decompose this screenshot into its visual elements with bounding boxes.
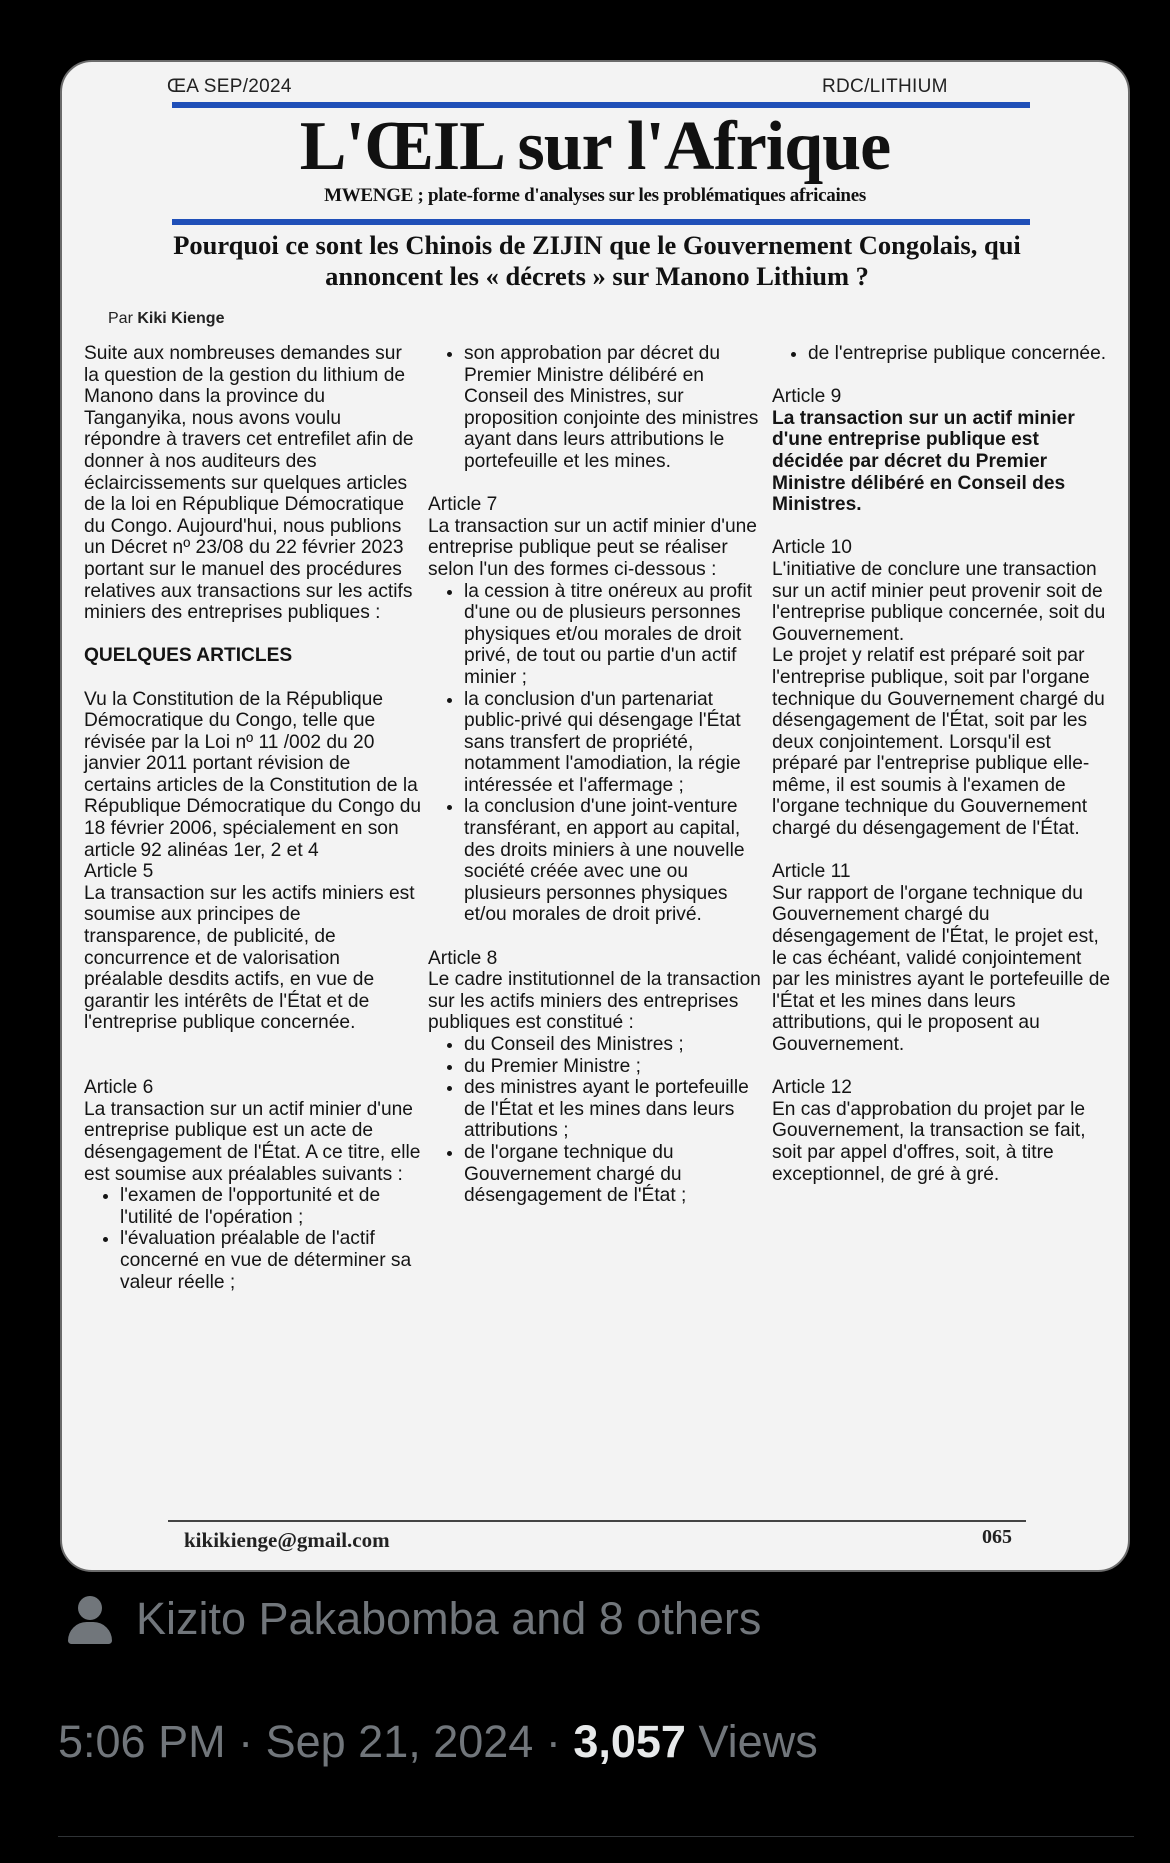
article-5-title: Article 5 (84, 861, 154, 883)
article-9-title: Article 9 (772, 386, 842, 408)
article-11-title: Article 11 (772, 861, 851, 883)
article-7-title: Article 7 (428, 494, 498, 516)
article-10-text-1: L'initiative de conclure une transaction sur un actif minier peut provenir soit de l'entreprise publique concernée, soit du Gouvernement. (772, 558, 1106, 645)
section-heading: QUELQUES ARTICLES (84, 645, 293, 667)
column-3 (772, 343, 1114, 1185)
list-item: • son approbation par décret du Premier Ministre délibéré en Conseil des Ministres, sur proposition conjointe des ministres ayant dans leurs attributions le portefeuille et les mines. (464, 343, 764, 473)
list-item: • des ministres ayant le portefeuille de l'État et les mines dans leurs attributions ; (464, 1077, 764, 1142)
person-icon (66, 1594, 114, 1644)
tweet-meta (58, 1716, 818, 1768)
liked-by-text[interactable]: Kizito Pakabomba and 8 others (136, 1593, 762, 1644)
list-item: • du Premier Ministre ; (464, 1056, 764, 1078)
meta-separator: · (533, 1716, 574, 1767)
article-6-title: Article 6 (84, 1077, 154, 1099)
list-item: • l'examen de l'opportunité et de l'utilité de l'opération ; (120, 1185, 422, 1228)
article-9-text: La transaction sur un actif minier d'une entreprise publique est décidée par décret du Premier Ministre délibéré en Conseil des Ministres. (772, 407, 1075, 516)
views-count[interactable]: 3,057 (573, 1716, 686, 1767)
column-2 (428, 343, 764, 1207)
meta-separator: · (225, 1716, 266, 1767)
article-10-text-2: Le projet y relatif est préparé soit par l'entreprise publique, soit par l'organe technique du Gouvernement chargé du désengagement de l'État, soit par les deux conjointement. Lorsqu'il est préparé par l'entreprise publique elle-même, il est soumis à l'examen de l'organe technique du Gouvernement chargé du désengagement de l'État. (772, 645, 1105, 840)
list-item: • la cession à titre onéreux au profit d'une ou de plusieurs personnes physiques et/ou morales de droit privé, de tout ou partie d'un actif minier ; (464, 581, 764, 689)
article-6-text: La transaction sur un actif minier d'une entreprise publique est un acte de désengagement de l'État. A ce titre, elle est soumise aux préalables suivants : (84, 1098, 421, 1185)
headline (92, 230, 1102, 292)
article-12-text: En cas d'approbation du projet par le Gouvernement, la transaction se fait, soit par appel d'offres, soit, à titre exceptionnel, de gré à gré. (772, 1098, 1086, 1185)
list-item: • l'évaluation préalable de l'actif concerné en vue de déterminer sa valeur réelle ; (120, 1228, 422, 1293)
list-item: • la conclusion d'un partenariat public-privé qui désengage l'État sans transfert de propriété, notamment l'amodiation, la régie intéressée et l'affermage ; (464, 689, 764, 797)
headline-line-1: Pourquoi ce sont les Chinois de ZIJIN que le Gouvernement Congolais, qui (173, 230, 1021, 260)
list-item: • du Conseil des Ministres ; (464, 1034, 764, 1056)
footer-rule (168, 1520, 1026, 1522)
divider (58, 1836, 1134, 1837)
page-number: 065 (982, 1526, 1012, 1548)
byline (108, 310, 224, 328)
article-11-text: Sur rapport de l'organe technique du Gouvernement chargé du désengagement de l'État, le projet est, le cas échéant, validé conjointement par les ministres ayant le portefeuille de l'État et les mines dans leurs attributions, qui le proposent au Gouvernement. (772, 882, 1111, 1055)
tweet-date[interactable]: Sep 21, 2024 (265, 1716, 534, 1767)
intro-paragraph: Suite aux nombreuses demandes sur la question de la gestion du lithium de Manono dans la province du Tanganyika, nous avons voulu répondre à travers cet entrefilet afin de donner à nos auditeurs des éclaircissements sur quelques articles de la loi en République Démocratique du Congo. Aujourd'hui, nous publions un Décret nº 23/08 du 22 février 2023 portant sur le manuel des procédures relatives aux transactions sur les actifs miniers des entreprises publiques : (84, 343, 414, 624)
article-10-title: Article 10 (772, 537, 852, 559)
list-item: • de l'organe technique du Gouvernement chargé du désengagement de l'État ; (464, 1142, 764, 1207)
issue-label: ŒA SEP/2024 (167, 76, 292, 97)
article-8-title: Article 8 (428, 947, 498, 969)
tagline: MWENGE ; plate-forme d'analyses sur les problématiques africaines (324, 185, 866, 206)
list-item: • la conclusion d'une joint-venture transférant, en apport au capital, des droits miniers à une nouvelle société créée avec une ou plusieurs personnes physiques et/ou morales de droit privé. (464, 796, 764, 926)
views-label: Views (685, 1716, 818, 1767)
masthead: L'ŒIL sur l'Afrique (299, 108, 891, 185)
tweet-time[interactable]: 5:06 PM (58, 1716, 226, 1767)
header-rule-bottom (172, 219, 1030, 225)
column-1 (84, 343, 422, 1293)
list-item: • de l'entreprise publique concernée. (808, 343, 1114, 365)
article-image[interactable] (60, 60, 1130, 1572)
section-label: RDC/LITHIUM (822, 76, 948, 97)
vu-paragraph: Vu la Constitution de la République Démocratique du Congo, telle que révisée par la Loi nº 11 /002 du 20 janvier 2011 portant révision de certains articles de la Constitution de la République Démocratique du Congo du 18 février 2006, spécialement en son article 92 alinéas 1er, 2 et 4 (84, 688, 422, 861)
byline-author: Kiki Kienge (137, 310, 225, 327)
article-8-text: Le cadre institutionnel de la transaction sur les actifs miniers des entreprises publiques est constitué : (428, 969, 761, 1034)
article-7-text: La transaction sur un actif minier d'une entreprise publique peut se réaliser selon l'un des formes ci-dessous : (428, 515, 757, 580)
byline-prefix: Par (108, 310, 138, 327)
headline-line-2: annoncent les « décrets » sur Manono Lithium ? (325, 261, 869, 291)
article-12-title: Article 12 (772, 1077, 852, 1099)
liked-by-row[interactable] (66, 1594, 761, 1644)
footer-email: kikikienge@gmail.com (184, 1528, 390, 1552)
article-5-text: La transaction sur les actifs miniers est soumise aux principes de transparence, de publicité, de concurrence et de valorisation préalable desdits actifs, en vue de garantir les intérêts de l'État et de l'entreprise publique concernée. (84, 882, 415, 1034)
